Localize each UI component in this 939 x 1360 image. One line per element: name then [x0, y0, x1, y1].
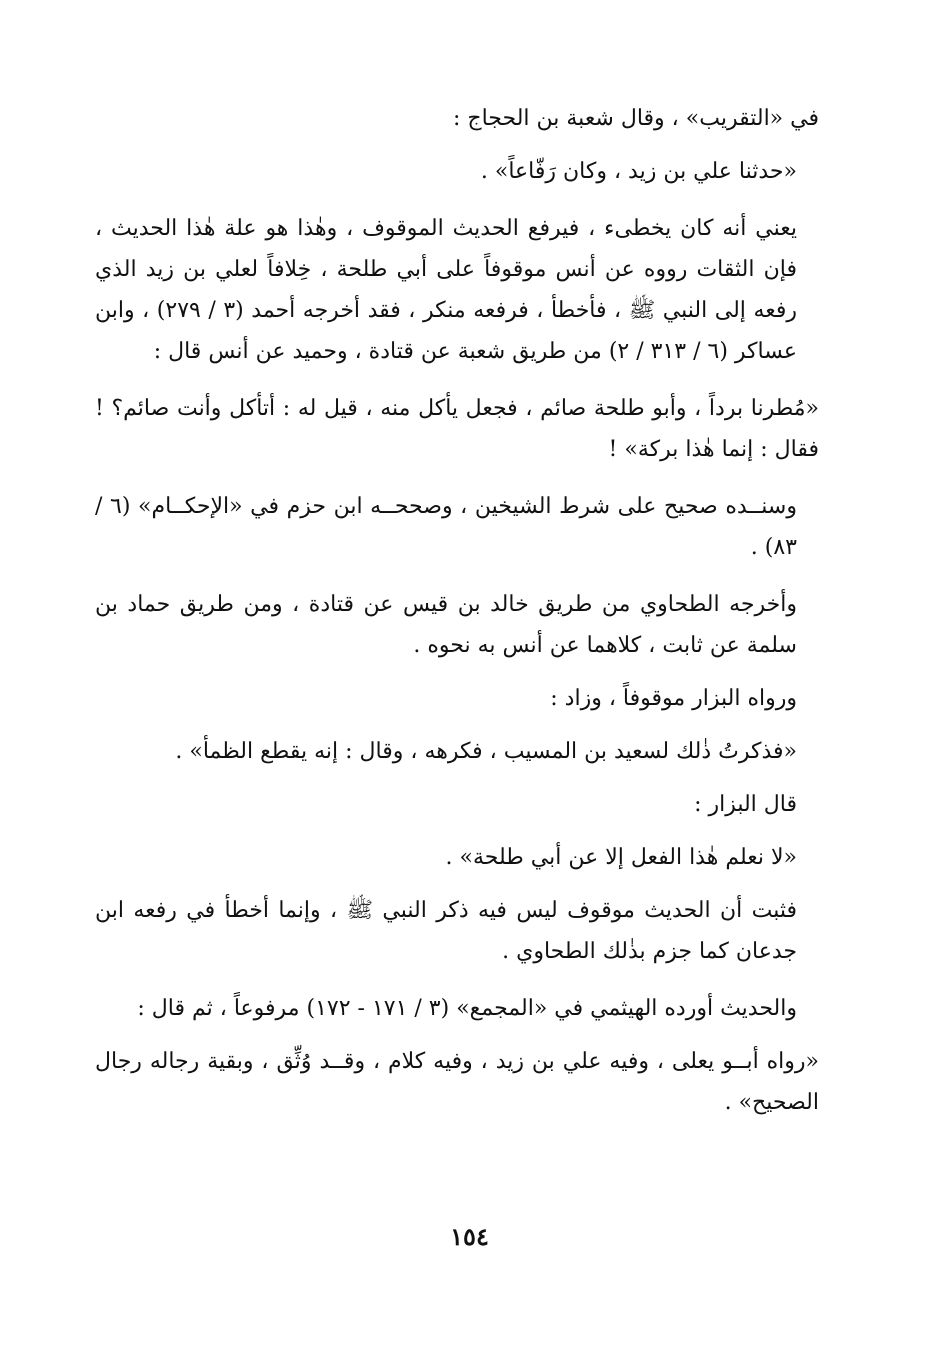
paragraph-10: «لا نعلم هٰذا الفعل إلا عن أبي طلحة» . [445, 845, 797, 870]
paragraph-2: «حدثنا علي بن زيد ، وكان رَفّاعاً» . [480, 159, 797, 184]
paragraph-8: «فذكرتُ ذٰلك لسعيد بن المسيب ، فكرهه ، وقال : إنه يقطع الظمأ» . [175, 739, 797, 764]
paragraph-5: وسنــده صحيح على شرط الشيخين ، وصححــه ابن حزم في «الإحكــام» (٦ / ٨٣) . [95, 494, 797, 560]
paragraph-12: والحديث أورده الهيثمي في «المجمع» (٣ / ١٧١ - ١٧٢) مرفوعاً ، ثم قال : [137, 996, 797, 1021]
paragraph-13: «رواه أبــو يعلى ، وفيه علي بن زيد ، وفيه كلام ، وقــد وُثِّق ، وبقية رجاله رجال الصحيح» . [95, 1049, 819, 1115]
paragraph-6: وأخرجه الطحاوي من طريق خالد بن قيس عن قتادة ، ومن طريق حماد بن سلمة عن ثابت ، كلاهما عن أنس به نحوه . [95, 592, 797, 658]
paragraph-9: قال البزار : [694, 792, 797, 817]
paragraph-4: «مُطرنا برداً ، وأبو طلحة صائم ، فجعل يأكل منه ، قيل له : أتأكل وأنت صائم؟ ! فقال : إنما هٰذا بركة» ! [95, 396, 819, 462]
paragraph-7: ورواه البزار موقوفاً ، وزاد : [550, 686, 797, 711]
page-number: ١٥٤ [450, 1222, 489, 1251]
paragraph-1: في «التقريب» ، وقال شعبة بن الحجاج : [453, 106, 819, 131]
paragraph-3: يعني أنه كان يخطىء ، فيرفع الحديث الموقوف ، وهٰذا هو علة هٰذا الحديث ، فإن الثقات رووه عن أنس موقوفاً على أبي طلحة ، خِلافاً لعلي بن زيد الذي رفعه إلى النبي ﷺ ، فأخطأ ، فرفعه منكر ، فقد أخرجه أحمد (٣ / ٢٧٩) ، وابن عساكر (٦ / ٣١٣ / ٢) من طريق شعبة عن قتادة ، وحميد عن أنس قال : [95, 216, 798, 364]
paragraph-11: فثبت أن الحديث موقوف ليس فيه ذكر النبي ﷺ ، وإنما أخطأ في رفعه ابن جدعان كما جزم بذٰلك الطحاوي . [95, 898, 797, 964]
body-text [95, 98, 819, 1123]
